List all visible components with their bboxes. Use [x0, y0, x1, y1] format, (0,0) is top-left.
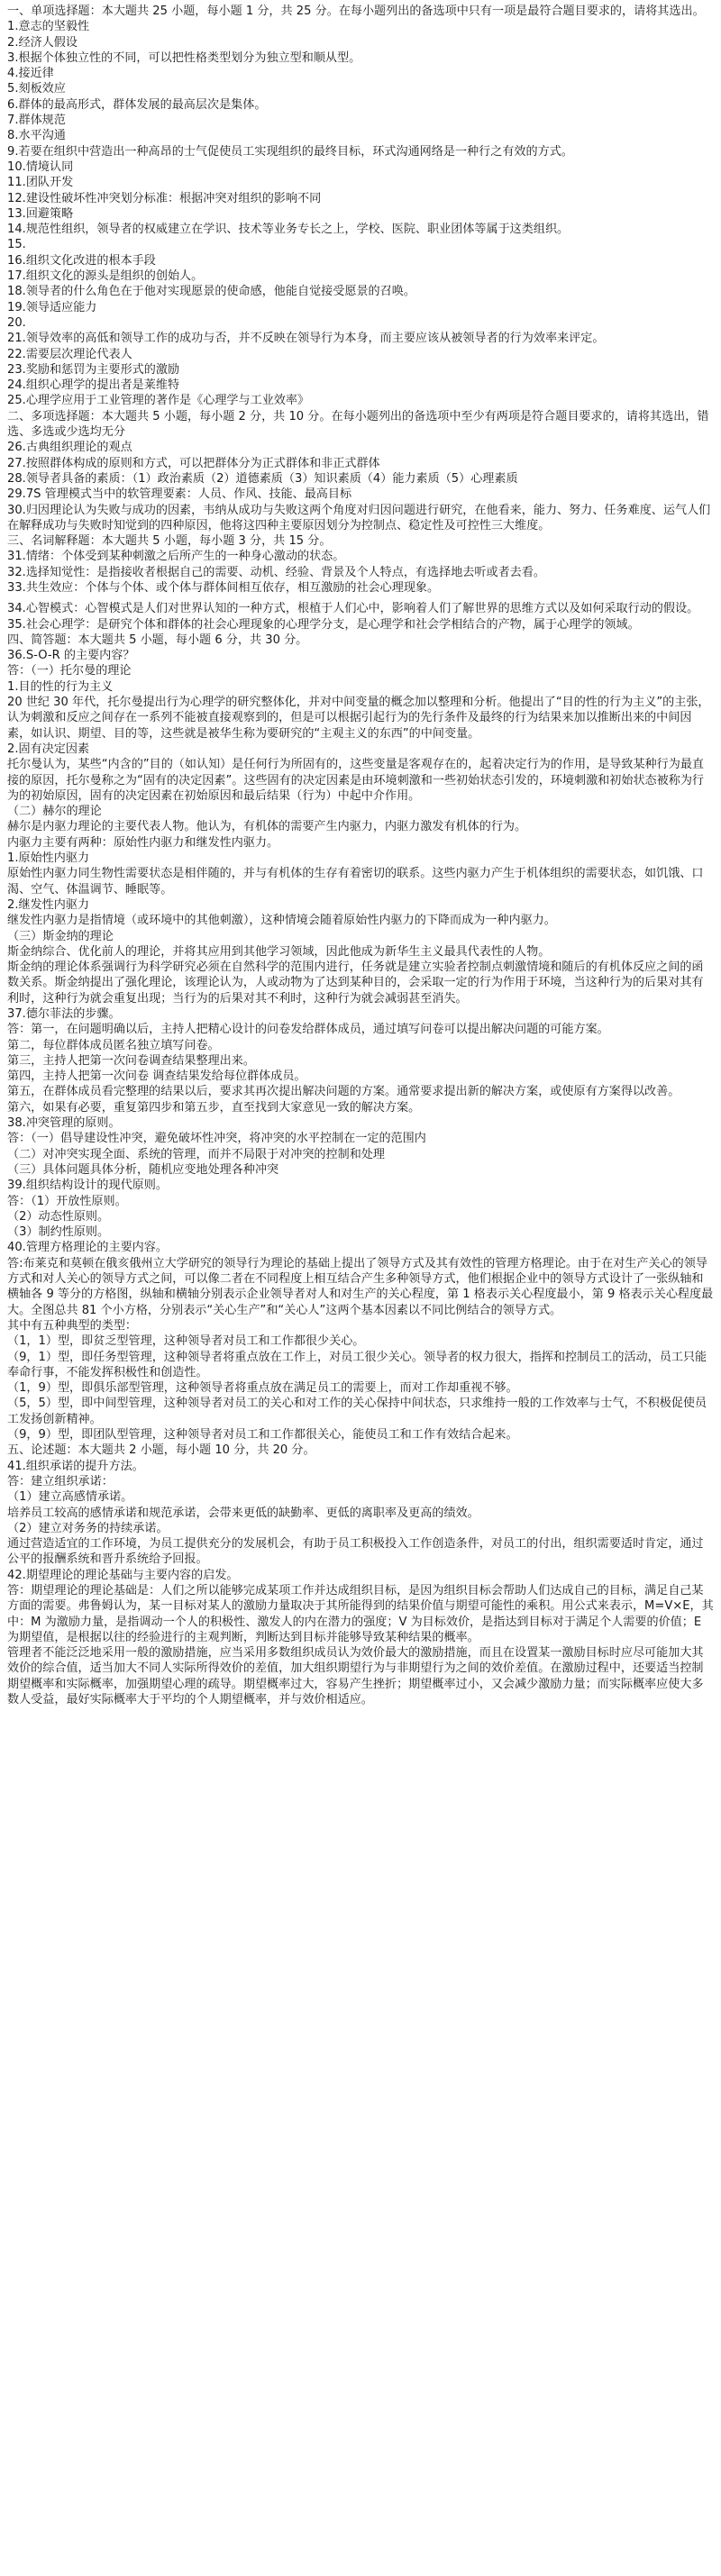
text-line: 24.组织心理学的提出者是莱维特 — [7, 378, 180, 393]
text-line: 斯金纳的理论体系强调行为科学研究必须在自然科学的范围内进行，任务就是建立实验者控制点刺激情境和随后的有机体反应之间的函数关系。斯金纳提出了强化理论，该理论认为，人或动物为了达到某种目的，会采取一定的行为作用于环境，当这种行为的后果对其有利时，这种行为就会重复出现；当行为的后果对其不利时，这种行为就会减弱甚至消失。 — [7, 960, 704, 1006]
text-line: 五、论述题：本大题共 2 小题，每小题 10 分，共 20 分。 — [7, 1443, 315, 1458]
text-line: （3）制约性原则。 — [7, 1225, 110, 1240]
text-line: （三）斯金纳的理论 — [7, 929, 114, 943]
text-line: 41.组织承诺的提升方法。 — [7, 1459, 144, 1473]
text-line: 7.群体规范 — [7, 114, 66, 128]
text-line: 2.继发性内驱力 — [7, 897, 90, 912]
text-line: 8.水平沟通 — [7, 129, 66, 143]
text-line: 10.情境认同 — [7, 159, 74, 174]
text-line: 答：（一）倡导建设性冲突，避免破坏性冲突，将冲突的水平控制在一定的范围内 — [7, 1132, 426, 1146]
text-line: 19.领导适应能力 — [7, 300, 97, 314]
text-line: 9.若要在组织中营造出一种高昂的士气促使员工实现组织的最终目标，环式沟通网络是一种行之有效的方式。 — [7, 144, 573, 159]
text-line: 34.心智模式：心智模式是人们对世界认知的一种方式，根植于人们心中，影响着人们了解世界的思维方式以及如何采取行动的假设。 — [7, 602, 699, 616]
text-line: 20. — [7, 315, 26, 330]
text-line: 30.归因理论认为失败与成功的因素，韦纳从成功与失败这两个角度对归因问题进行研究，在他看来，能力、努力、任务难度、运气人们在解释成功与失败时知觉到的四种原因，他将这四种主要原因划分为控制点、稳定性及可控性三大维度。 — [7, 503, 711, 532]
text-line: 28.领导者具备的素质：（1）政治素质（2）道德素质（3）知识素质（4）能力素质（5）心理素质 — [7, 471, 518, 486]
text-line: 第二，每位群体成员匿名独立填写问卷。 — [7, 1038, 220, 1052]
text-line: 15. — [7, 238, 26, 252]
text-line: 27.按照群体构成的原则和方式，可以把群体分为正式群体和非正式群体 — [7, 456, 380, 470]
text-line: 17.组织文化的源头是组织的创始人。 — [7, 269, 204, 284]
text-line: 14.规范性组织，领导者的权威建立在学识、技术等业务专长之上，学校、医院、职业团体等属于这类组织。 — [7, 223, 570, 237]
text-line: 31.情绪：个体受到某种刺激之后所产生的一种身心激动的状态。 — [7, 550, 345, 564]
text-line: 答：（1）开放性原则。 — [7, 1194, 127, 1208]
text-line: 通过营造适宜的工作环境，为员工提供充分的发展机会，有助于员工积极投入工作创造条件，对员工的付出，组织需要适时肯定，通过公平的报酬系统和晋升系统给予回报。 — [7, 1537, 704, 1567]
text-line: 四、简答题：本大题共 5 小题，每小题 6 分，共 30 分。 — [7, 633, 308, 647]
text-line: 37.德尔菲法的步骤。 — [7, 1007, 121, 1021]
text-line: 35.社会心理学：是研究个体和群体的社会心理现象的心理学分支，是心理学和社会学相结合的产物，属于心理学的领域。 — [7, 617, 640, 632]
text-line: 3.根据个体独立性的不同，可以把性格类型划分为独立型和顺从型。 — [7, 50, 361, 65]
text-line: 2.固有决定因素 — [7, 742, 90, 756]
text-line: 答:布莱克和莫顿在俄亥俄州立大学研究的领导行为理论的基础上提出了领导方式及其有效性的管理方格理论。由于在对生产关心的领导方式和对人关心的领导方式之间，可以像二者在不同程度上相互结合产生多种领导方式，他们根据企业中的领导方式设计了一张纵轴和横轴各 9 等分的方格图，纵轴和横轴分别表示企业领导者对人和对生产的关心程度，第 1 格表示关心程度最小，第 9 格表示关心程度最大。全图总共 81 个小方格，分别表示“关心生产”和“关心人”这两个基本因素以不同比例结合的领导方式。 — [7, 1256, 714, 1317]
text-line: 其中有五种典型的类型： — [7, 1318, 138, 1333]
text-line: （2）动态性原则。 — [7, 1209, 110, 1224]
text-line: 第五，在群体成员看完整理的结果以后，要求其再次提出解决问题的方案。通常要求提出新的解决方案，或使原有方案得以改善。 — [7, 1085, 680, 1099]
text-line: 二、多项选择题：本大题共 5 小题，每小题 2 分，共 10 分。在每小题列出的备选项中至少有两项是符合题目要求的，请将其选出，错选、多选或少选均无分 — [7, 409, 709, 440]
text-line: 答：期望理论的理论基础是：人们之所以能够完成某项工作并达成组织目标，是因为组织目标会帮助人们达成自己的目标，满足自己某方面的需要。弗鲁姆认为，某一目标对某人的激励力量取决于其所能得到的结果价值与期望可能性的乘积。用公式来表示，M=V×E，其中：M 为激励力量，是指调动一个人的积极性、激发人的内在潜力的强度；V 为目标效价，是指达到目标对于满足个人需要的价值；E 为期望值，是根据以往的经验进行的主观判断，判断达到目标并能够导致某种结果的概率。 — [7, 1583, 714, 1644]
text-line: 12.建设性破坏性冲突划分标准：根据冲突对组织的影响不同 — [7, 191, 322, 205]
text-line: 32.选择知觉性：是指接收者根据自己的需要、动机、经验、背景及个人特点，有选择地去听或者去看。 — [7, 565, 545, 579]
text-line: 答：第一，在问题明确以后，主持人把精心设计的问卷发给群体成员，通过填写问卷可以提出解决问题的可能方案。 — [7, 1023, 609, 1037]
text-line: （三）具体问题具体分析，随机应变地处理各种冲突 — [7, 1162, 279, 1177]
text-line: （二）对冲突实现全面、系统的管理，而并不局限于对冲突的控制和处理 — [7, 1147, 385, 1161]
text-line: 培养员工较高的感情承诺和规范承诺，会带来更低的缺勤率、更低的离职率及更高的绩效。 — [7, 1506, 479, 1520]
text-line: 1.目的性的行为主义 — [7, 679, 114, 694]
text-line: 26.古典组织理论的观点 — [7, 441, 132, 455]
text-line: 22.需要层次理论代表人 — [7, 347, 132, 361]
text-line: 2.经济人假设 — [7, 35, 78, 50]
text-line: 36.S-O-R 的主要内容？ — [7, 649, 135, 663]
text-line: 原始性内驱力同生物性需要状态是相伴随的，并与有机体的生存有着密切的联系。这些内驱力产生于机体组织的需要状态，如饥饿、口渴、空气、体温调节、睡眠等。 — [7, 867, 704, 897]
text-line: 管理者不能泛泛地采用一般的激励措施，应当采用多数组织成员认为效价最大的激励措施，而且在设置某一激励目标时应尽可能加大其效价的综合值，适当加大不同人实际所得效价的差值，加大组织期望行为与非期望行为之间的效价差值。在激励过程中，还要适当控制期望概率和实际概率，加强期望心理的疏导。期望概率过大，容易产生挫折；期望概率过小，又会减少激励力量；而实际概率应使大多数人受益，最好实际概率大于平均的个人期望概率，并与效价相适应。 — [7, 1646, 704, 1707]
text-line: （1）建立高感情承诺。 — [7, 1490, 133, 1505]
text-line: 4.接近律 — [7, 67, 54, 81]
text-line: 33.共生效应：个体与个体、或个体与群体间相互依存，相互激励的社会心理现象。 — [7, 580, 440, 595]
text-line: 第四，主持人把第一次问卷 调查结果发给每位群体成员。 — [7, 1070, 306, 1084]
text-line: 16.组织文化改进的根本手段 — [7, 253, 156, 268]
text-line: 第三，主持人把第一次问卷调查结果整理出来。 — [7, 1053, 255, 1068]
text-line: 38.冲突管理的原则。 — [7, 1116, 121, 1131]
text-line: 赫尔是内驱力理论的主要代表人物。他认为，有机体的需要产生内驱力，内驱力激发有机体的行为。 — [7, 820, 527, 834]
text-line: （5，5）型，即中间型管理，这种领导者对员工的关心和对工作的关心保持中间状态，只求维持一般的工作效率与士气，不积极促使员工发扬创新精神。 — [7, 1397, 707, 1426]
text-line: 托尔曼认为，某些“内含的”目的（如认知）是任何行为所固有的，这些变量是客观存在的，起着决定行为的作用，是导致某种行为最直接的原因，托尔曼称之为“固有的决定因素”。这些固有的决定因素是由环境刺激和一些初始状态引发的，环境刺激和初始状态被称为行为的初始原因，固有的决定因素在初始原因和最后结果（行为）中起中介作用。 — [7, 758, 705, 803]
text-line: 三、名词解释题：本大题共 5 小题，每小题 3 分，共 15 分。 — [7, 534, 332, 549]
text-line: 13.回避策略 — [7, 206, 74, 221]
text-line: 5.刻板效应 — [7, 82, 66, 96]
text-line: 1.原始性内驱力 — [7, 851, 90, 866]
text-line: 20 世纪 30 年代，托尔曼提出行为心理学的研究整体化，并对中间变量的概念加以整理和分析。他提出了“目的性的行为主义”的主张，认为刺激和反应之间存在一系列不能被直接观察到的，但是可以根据引起行为的先行条件及最终的行为结果来加以推断出来的中间因素，如认识、期望、目的等，这些就是被华生称为要研究的“主观主义的东西”的中间变量。 — [7, 696, 710, 741]
text-line: （二）赫尔的理论 — [7, 805, 102, 819]
text-line: （2）建立对务务的持续承诺。 — [7, 1521, 169, 1535]
text-line: 25.心理学应用于工业管理的著作是《心理学与工业效率》 — [7, 394, 310, 408]
text-line: （1，1）型，即贫乏型管理，这种领导者对员工和工作都很少关心。 — [7, 1334, 365, 1349]
text-line: 29.7S 管理模式当中的软管理要素：人员、作风、技能、最高目标 — [7, 487, 352, 502]
text-line: （9，1）型，即任务型管理，这种领导者将重点放在工作上，对员工很少关心。领导者的权力很大，指挥和控制员工的活动，员工只能奉命行事，不能发挥积极性和创造性。 — [7, 1350, 707, 1379]
text-line: 内驱力主要有两种：原始性内驱力和继发性内驱力。 — [7, 835, 279, 850]
text-line: 第六，如果有必要，重复第四步和第五步，直至找到大家意见一致的解决方案。 — [7, 1100, 421, 1115]
text-line: 18.领导者的什么角色在于他对实现愿景的使命感，他能自觉接受愿景的召唤。 — [7, 285, 415, 299]
text-line: 42.期望理论的理论基础与主要内容的启发。 — [7, 1568, 239, 1582]
text-line: 40.管理方格理论的主要内容。 — [7, 1241, 168, 1255]
text-line: （1，9）型，即俱乐部型管理，这种领导者将重点放在满足员工的需要上，而对工作却重视不够。 — [7, 1381, 518, 1396]
text-line: 23.奖励和惩罚为主要形式的激励 — [7, 362, 180, 377]
text-line: 21.领导效率的高低和领导工作的成功与否，并不反映在领导行为本身，而主要应该从被领导者的行为效率来评定。 — [7, 332, 605, 346]
text-line: （9，9）型，即团队型管理，这种领导者对员工和工作都很关心，能使员工和工作有效结合起来。 — [7, 1428, 518, 1443]
text-line: 答：建立组织承诺： — [7, 1474, 114, 1488]
text-line: 1.意志的坚毅性 — [7, 20, 90, 34]
text-line: 斯金纳综合、优化前人的理论，并将其应用到其他学习领域，因此他成为新华生主义最具代表性的人物。 — [7, 944, 551, 959]
text-line: 6.群体的最高形式，群体发展的最高层次是集体。 — [7, 97, 267, 112]
text-line: 39.组织结构设计的现代原则。 — [7, 1179, 168, 1193]
text-line: 11.团队开发 — [7, 176, 74, 190]
text-line: 一、单项选择题：本大题共 25 小题，每小题 1 分，共 25 分。在每小题列出的备选项中只有一项是最符合题目要求的，请将其选出。 — [7, 5, 705, 18]
text-line: 答：（一）托尔曼的理论 — [7, 664, 132, 678]
text-line: 继发性内驱力是指情境（或环境中的其他刺激），这种情境会随着原始性内驱力的下降而成为一种内驱力。 — [7, 914, 556, 928]
